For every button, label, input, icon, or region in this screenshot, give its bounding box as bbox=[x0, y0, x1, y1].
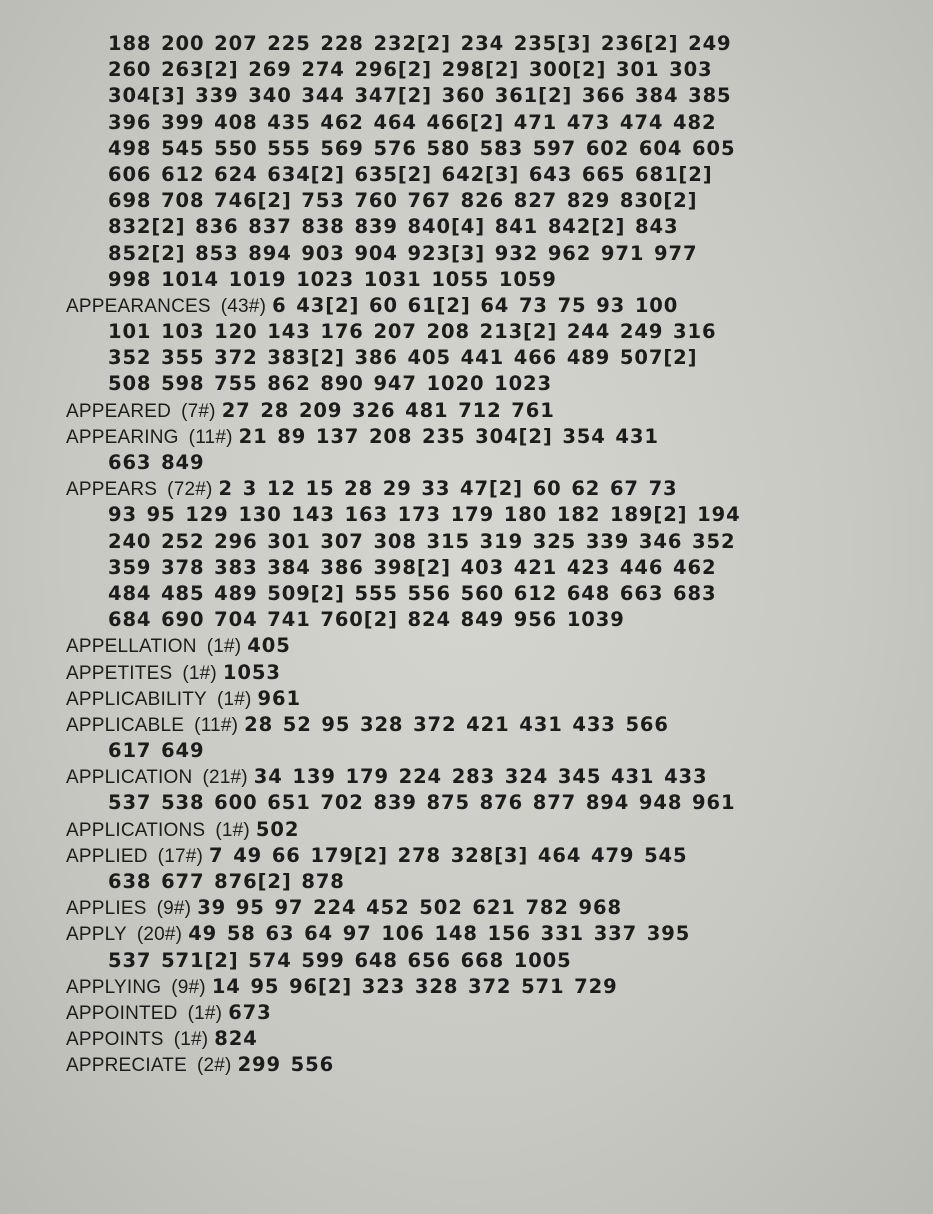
index-entry-page-numbers: 299 556 bbox=[237, 1053, 335, 1077]
index-entry-page-numbers: 27 28 209 326 481 712 761 bbox=[221, 398, 555, 422]
index-entry-line bbox=[66, 424, 826, 450]
index-entry-word: APPLY bbox=[66, 924, 127, 946]
index-entry-count: (21#) bbox=[202, 767, 248, 789]
index-entry-line bbox=[66, 817, 826, 843]
index-entry-page-numbers: 824 bbox=[214, 1027, 258, 1051]
index-entry-word: APPOINTED bbox=[66, 1002, 178, 1024]
index-entry-count: (1#) bbox=[187, 1002, 223, 1024]
index-entry-line bbox=[66, 293, 826, 319]
index-entry-count: (9#) bbox=[156, 898, 192, 920]
index-entry-page-numbers: 49 58 63 64 97 106 148 156 331 337 395 bbox=[188, 922, 691, 946]
index-continuation-line: 832[2] 836 837 838 839 840[4] 841 842[2] 843 bbox=[108, 215, 679, 239]
concordance-index bbox=[66, 31, 826, 1079]
index-entry-word: APPELLATION bbox=[66, 636, 197, 658]
index-entry-count: (11#) bbox=[194, 714, 239, 736]
index-entry-word: APPLICABLE bbox=[66, 714, 185, 736]
index-entry-line bbox=[66, 764, 826, 790]
index-entry-word: APPOINTS bbox=[66, 1029, 164, 1051]
index-entry-page-numbers: 405 bbox=[247, 634, 291, 658]
index-entry-count: (1#) bbox=[215, 819, 250, 841]
index-continuation-line: 617 649 bbox=[108, 739, 205, 763]
index-entry-word: APPRECIATE bbox=[66, 1055, 187, 1077]
index-entry-word: APPEARED bbox=[66, 400, 172, 422]
index-entry-line bbox=[66, 974, 826, 1000]
index-entry-count: (1#) bbox=[206, 636, 242, 658]
index-continuation-line: 484 485 489 509[2] 555 556 560 612 648 663 683 bbox=[108, 581, 717, 605]
index-entry-count: (9#) bbox=[171, 976, 206, 998]
index-continuation-line: 998 1014 1019 1023 1031 1055 1059 bbox=[108, 267, 557, 291]
index-entry-count: (7#) bbox=[181, 400, 216, 422]
index-continuation-line: 498 545 550 555 569 576 580 583 597 602 604 605 bbox=[108, 136, 736, 160]
index-continuation-line: 698 708 746[2] 753 760 767 826 827 829 830[2] bbox=[108, 189, 698, 213]
index-entry-line bbox=[66, 712, 826, 738]
index-entry-word: APPLIES bbox=[66, 898, 147, 920]
index-continuation-line: 606 612 624 634[2] 635[2] 642[3] 643 665 681[2] bbox=[108, 162, 713, 186]
index-entry-page-numbers: 39 95 97 224 452 502 621 782 968 bbox=[197, 896, 622, 920]
index-entry-word: APPLICATIONS bbox=[66, 819, 206, 841]
index-entry-page-numbers: 7 49 66 179[2] 278 328[3] 464 479 545 bbox=[209, 843, 688, 867]
index-entry-count: (17#) bbox=[157, 845, 204, 867]
index-entry-count: (72#) bbox=[167, 479, 213, 501]
index-entry-line bbox=[66, 476, 826, 502]
index-continuation-line: 93 95 129 130 143 163 173 179 180 182 189[2] 194 bbox=[108, 503, 741, 527]
index-entry-line bbox=[66, 1000, 826, 1026]
index-entry-line bbox=[66, 633, 826, 659]
index-entry-word: APPETITES bbox=[66, 662, 173, 684]
index-continuation-line: 508 598 755 862 890 947 1020 1023 bbox=[108, 372, 552, 396]
index-continuation-line: 537 538 600 651 702 839 875 876 877 894 948 961 bbox=[108, 791, 736, 815]
index-entry-count: (11#) bbox=[188, 426, 233, 448]
index-continuation-line: 359 378 383 384 386 398[2] 403 421 423 446 462 bbox=[108, 555, 717, 579]
index-entry-page-numbers: 34 139 179 224 283 324 345 431 433 bbox=[253, 765, 708, 789]
index-entry-word: APPEARING bbox=[66, 426, 179, 448]
index-entry-count: (1#) bbox=[182, 662, 217, 684]
index-entry-page-numbers: 961 bbox=[257, 686, 301, 710]
index-entry-count: (20#) bbox=[136, 924, 183, 946]
index-entry-word: APPLICABILITY bbox=[66, 688, 207, 710]
index-continuation-line: 240 252 296 301 307 308 315 319 325 339 346 352 bbox=[108, 529, 736, 553]
index-entry-line bbox=[66, 686, 826, 712]
index-entry-line bbox=[66, 921, 826, 947]
index-entry-page-numbers: 502 bbox=[255, 817, 300, 841]
index-continuation-line: 101 103 120 143 176 207 208 213[2] 244 249 316 bbox=[108, 320, 717, 344]
index-entry-count: (1#) bbox=[173, 1029, 209, 1051]
index-entry-line bbox=[66, 843, 826, 869]
index-entry-page-numbers: 6 43[2] 60 61[2] 64 73 75 93 100 bbox=[272, 293, 679, 317]
index-continuation-line: 352 355 372 383[2] 386 405 441 466 489 507[2] bbox=[108, 346, 698, 370]
index-entry-line bbox=[66, 895, 826, 921]
index-entry-word: APPEARANCES bbox=[66, 295, 211, 317]
index-entry-count: (1#) bbox=[216, 688, 252, 710]
index-entry-page-numbers: 2 3 12 15 28 29 33 47[2] 60 62 67 73 bbox=[218, 477, 678, 501]
index-continuation-line: 638 677 876[2] 878 bbox=[108, 870, 345, 893]
index-entry-count: (2#) bbox=[196, 1055, 232, 1077]
index-entry-page-numbers: 673 bbox=[228, 1000, 272, 1024]
index-entry-line bbox=[66, 398, 826, 424]
index-entry-line bbox=[66, 660, 826, 686]
index-entry-line bbox=[66, 1026, 826, 1052]
index-entry-word: APPLYING bbox=[66, 976, 162, 998]
index-continuation-line: 684 690 704 741 760[2] 824 849 956 1039 bbox=[108, 608, 625, 632]
index-continuation-line: 663 849 bbox=[108, 451, 205, 474]
index-continuation-line: 260 263[2] 269 274 296[2] 298[2] 300[2] 301 303 bbox=[108, 58, 713, 82]
index-continuation-line: 396 399 408 435 462 464 466[2] 471 473 474 482 bbox=[108, 110, 717, 134]
index-continuation-line: 852[2] 853 894 903 904 923[3] 932 962 971 977 bbox=[108, 241, 698, 265]
index-entry-page-numbers: 28 52 95 328 372 421 431 433 566 bbox=[244, 712, 669, 736]
index-continuation-line: 537 571[2] 574 599 648 656 668 1005 bbox=[108, 948, 572, 972]
index-entry-word: APPLICATION bbox=[66, 767, 193, 789]
index-entry-word: APPLIED bbox=[66, 845, 148, 867]
index-entry-word: APPEARS bbox=[66, 479, 158, 501]
index-continuation-line: 188 200 207 225 228 232[2] 234 235[3] 236[2] 249 bbox=[108, 32, 732, 55]
index-entry-page-numbers: 14 95 96[2] 323 328 372 571 729 bbox=[211, 974, 618, 998]
index-entry-page-numbers: 21 89 137 208 235 304[2] 354 431 bbox=[238, 424, 659, 448]
index-entry-line bbox=[66, 1052, 826, 1078]
index-continuation-line: 304[3] 339 340 344 347[2] 360 361[2] 366 384 385 bbox=[108, 84, 732, 108]
index-entry-count: (43#) bbox=[220, 295, 267, 317]
index-entry-page-numbers: 1053 bbox=[222, 660, 281, 684]
